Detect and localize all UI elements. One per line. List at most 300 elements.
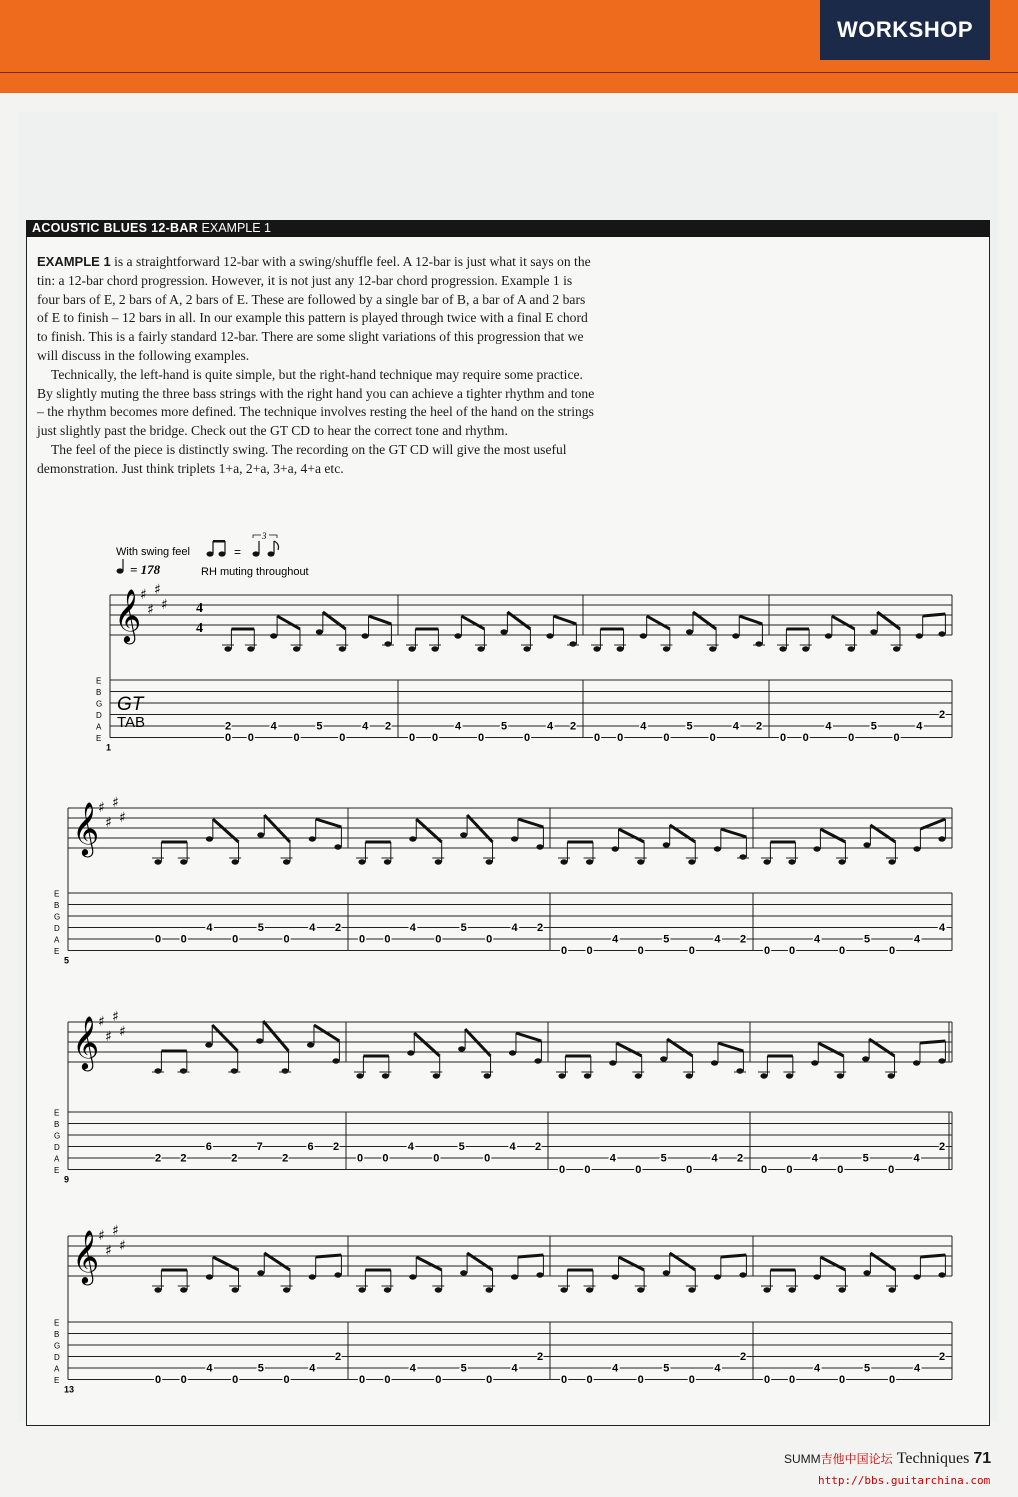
tab-fret-number: 0 (560, 1374, 568, 1386)
paragraph-2: Technically, the left-hand is quite simple, but the right-hand technique may require some practice. By slightly muting the three bass strings with the right hand you can achieve a tighter rhythm and tone – the rhythm becomes more defined. The technique involves resting the heel of the hand on the strings just slightly past the bridge. Check out the GT CD to hear the correct tone and rhythm. (37, 366, 595, 439)
notehead (500, 629, 507, 634)
notehead (384, 641, 391, 646)
tab-fret-number: 2 (739, 933, 747, 946)
tab-fret-number: 0 (358, 933, 366, 946)
system-number: 13 (64, 1384, 75, 1395)
note-beam (277, 616, 300, 629)
notehead (309, 836, 316, 841)
tab-fret-number: 5 (863, 1362, 871, 1375)
notehead (534, 1058, 541, 1063)
sharp-sign: ♯ (154, 582, 161, 598)
tab-fret-number: 4 (511, 922, 518, 934)
tab-fret-number: 0 (788, 1374, 796, 1386)
tab-fret-number: 0 (763, 1374, 771, 1386)
notehead (339, 646, 346, 651)
notehead (612, 846, 619, 851)
notehead (316, 629, 323, 634)
string-name-label: A (54, 1154, 60, 1164)
footer-prefix: SUMM (784, 1452, 821, 1466)
notehead (714, 1274, 721, 1279)
tab-fret-number: 0 (180, 933, 187, 946)
tab-fret-number: 4 (913, 1362, 921, 1375)
tempo-note (117, 559, 124, 574)
note-beam (718, 1043, 743, 1051)
paragraph-1-text: is a straightforward 12-bar with a swing/shuffle feel. A 12-bar is just what it says on the tin: a 12-bar chord progression. However, it is not just any 12-bar chord progression. Example 1 is four bars of E, 2 bars of A, 2 bars of E. These are followed by a single bar of B, a bar of A and 2 bars of E to finish – 12 bars in all. In our example this pattern is played through twice with a final E chord to finish. This is a fairly standard 12-bar. There are some slight variations of this progression that we will discuss in the following examples. (37, 254, 591, 363)
note-beam (414, 1033, 439, 1056)
notehead (663, 1270, 670, 1275)
notehead (283, 859, 290, 864)
tab-gt-label: GT (117, 694, 144, 715)
notehead (206, 1274, 213, 1279)
notehead (584, 1073, 591, 1078)
notehead (660, 1056, 667, 1061)
notehead (486, 1287, 493, 1292)
tab-fret-number: 7 (256, 1141, 263, 1153)
tab-fret-number: 0 (688, 945, 695, 957)
tab-fret-number: 0 (788, 945, 796, 957)
notehead (786, 1073, 793, 1078)
notehead (813, 846, 820, 851)
notehead (593, 646, 600, 651)
tab-fret-number: 6 (307, 1141, 314, 1153)
notehead (270, 633, 277, 638)
notehead (862, 1056, 869, 1061)
tab-fret-number: 0 (180, 1374, 187, 1386)
sharp-sign: ♯ (98, 1228, 105, 1244)
panel-subtitle: EXAMPLE 1 (201, 221, 272, 235)
note-beam (923, 614, 946, 616)
tab-fret-number: 0 (232, 933, 239, 946)
tab-fret-number: 0 (635, 1164, 642, 1176)
notehead (180, 1287, 187, 1292)
tab-fret-number: 5 (257, 922, 264, 934)
tab-fret-number: 2 (334, 1351, 342, 1363)
notehead (282, 1068, 289, 1073)
notehead (888, 859, 895, 864)
notehead (206, 836, 213, 841)
system-9 (54, 1009, 952, 1185)
notehead (663, 646, 670, 651)
tab-fret-number: 0 (154, 1374, 162, 1386)
note-beam (920, 1255, 945, 1257)
string-name-label: E (54, 1108, 60, 1118)
notehead (586, 1287, 593, 1292)
note-beam (461, 616, 484, 629)
string-name-label: G (54, 1131, 61, 1141)
tab-fret-number: 4 (811, 1152, 818, 1165)
note-beam (920, 1041, 945, 1043)
sharp-sign: ♯ (98, 800, 105, 816)
string-name-label: B (54, 1120, 60, 1129)
notehead (617, 646, 624, 651)
note-beam (619, 1257, 645, 1270)
notehead (913, 1060, 920, 1065)
notehead (938, 1058, 945, 1063)
tab-fret-number: 5 (686, 720, 693, 733)
system-number: 9 (64, 1174, 70, 1185)
tab-fret-number: 0 (637, 945, 644, 957)
sharp-sign: ♯ (105, 1243, 112, 1259)
tab-fret-number: 5 (870, 720, 877, 733)
treble-clef: 𝄞 (72, 1015, 100, 1069)
string-name-label: B (54, 1330, 60, 1339)
notehead (232, 1287, 239, 1292)
notehead (358, 859, 365, 864)
notehead (384, 859, 391, 864)
string-name-label: E (54, 947, 60, 956)
notehead (511, 1274, 518, 1279)
notehead (686, 629, 693, 634)
tab-fret-number: 0 (763, 945, 771, 957)
tab-fret-number: 0 (709, 732, 716, 744)
note-beam (832, 616, 855, 629)
notehead (732, 633, 739, 638)
notehead (384, 1287, 391, 1292)
triplet-mark: 3 (262, 531, 267, 541)
tab-fret-number: 2 (154, 1152, 162, 1165)
notehead (838, 859, 845, 864)
note-beam (316, 819, 342, 827)
notehead (362, 633, 369, 638)
note-beam (721, 1255, 747, 1257)
tab-fret-number: 2 (569, 720, 577, 733)
string-name-label: E (54, 1318, 60, 1328)
notehead (640, 633, 647, 638)
tab-fret-number: 0 (408, 732, 416, 744)
system-13 (54, 1223, 952, 1395)
sharp-sign: ♯ (105, 815, 112, 831)
notehead (382, 1073, 389, 1078)
tab-fret-number: 5 (500, 720, 508, 733)
tab-fret-number: 0 (484, 1152, 491, 1165)
tab-fret-number: 0 (283, 933, 290, 946)
notehead (458, 1046, 465, 1051)
notehead (154, 1068, 161, 1073)
notehead (938, 836, 945, 841)
tab-fret-number: 0 (339, 732, 346, 744)
tab-fret-number: 4 (813, 933, 821, 946)
note-beam (820, 1257, 845, 1270)
tab-fret-number: 4 (454, 720, 462, 733)
tab-fret-number: 4 (714, 933, 721, 946)
notehead (409, 1274, 416, 1279)
notehead (407, 1050, 414, 1055)
tab-fret-number: 0 (154, 933, 162, 946)
tab-fret-number: 4 (206, 922, 213, 934)
tab-fret-number: 0 (786, 1164, 793, 1176)
tab-fret-number: 0 (888, 945, 896, 957)
notehead (913, 1274, 920, 1279)
notehead (256, 1038, 263, 1043)
string-name-label: E (96, 676, 102, 686)
tab-fret-number: 0 (663, 732, 670, 744)
notehead (788, 859, 795, 864)
page-number: 71 (973, 1450, 992, 1467)
tab-fret-number: 5 (458, 1141, 465, 1153)
notehead (838, 1287, 845, 1292)
string-name-label: E (54, 1376, 60, 1385)
tab-fret-number: 2 (534, 1141, 542, 1153)
notehead (736, 1068, 743, 1073)
notehead (863, 842, 870, 847)
footer-site-cn: 吉他中国论坛 (820, 1452, 893, 1466)
tab-fret-number: 0 (888, 1164, 895, 1176)
tab-fret-number: 2 (224, 720, 232, 733)
notehead (460, 832, 467, 837)
notehead (755, 641, 762, 646)
string-name-label: G (54, 1341, 61, 1351)
notehead (938, 1272, 945, 1277)
system-number: 5 (64, 955, 70, 966)
tab-fret-number: 2 (282, 1152, 289, 1165)
notehead (763, 859, 770, 864)
treble-clef: 𝄞 (72, 1229, 100, 1283)
notehead (408, 646, 415, 651)
tab-fret-number: 0 (384, 1374, 391, 1386)
notehead (293, 646, 300, 651)
tab-fret-number: 0 (283, 1374, 290, 1386)
tab-fret-number: 0 (431, 732, 439, 744)
tab-fret-number: 0 (560, 945, 568, 957)
lead-text: EXAMPLE 1 (37, 254, 111, 269)
tab-fret-number: 0 (586, 945, 593, 957)
sharp-sign: ♯ (119, 1024, 126, 1040)
svg-text:=: = (234, 545, 242, 559)
page-footer (784, 1450, 991, 1468)
sharp-sign: ♯ (98, 1014, 105, 1030)
string-name-label: E (54, 1166, 60, 1175)
note-beam (518, 1255, 543, 1257)
notehead (888, 1287, 895, 1292)
paragraph-3: The feel of the piece is distinctly swing. The recording on the GT CD will give the most useful demonstration. Just think triplets 1+a, 2+a, 3+a, 4+a etc. (37, 441, 567, 476)
tab-fret-number: 5 (663, 933, 670, 946)
notehead (332, 1058, 339, 1063)
sharp-sign: ♯ (119, 1238, 126, 1254)
notehead (409, 836, 416, 841)
time-signature-top: 4 (196, 601, 203, 616)
tab-fret-number: 2 (755, 720, 763, 733)
notehead (232, 859, 239, 864)
tab-fret-number: 0 (358, 1374, 366, 1386)
tab-fret-number: 4 (612, 933, 619, 946)
tab-fret-number: 4 (511, 1362, 518, 1375)
sharp-sign: ♯ (147, 602, 154, 618)
notehead (536, 844, 543, 849)
notehead (486, 859, 493, 864)
note-beam (316, 1255, 342, 1257)
tab-fret-number: 0 (433, 1152, 440, 1165)
string-name-label: A (96, 722, 102, 732)
tab-fret-number: 5 (460, 922, 467, 934)
notehead (454, 633, 461, 638)
notehead (435, 1287, 442, 1292)
notehead (779, 646, 786, 651)
tab-fret-number: 4 (206, 1362, 213, 1375)
notehead (334, 844, 341, 849)
tab-fret-number: 0 (477, 732, 485, 744)
tab-fret-number: 2 (180, 1152, 187, 1165)
tab-fret-number: 0 (247, 732, 254, 744)
notehead (435, 859, 442, 864)
notehead (635, 1073, 642, 1078)
notehead (938, 631, 945, 636)
tab-fret-number: 0 (435, 933, 442, 946)
tab-fret-number: 0 (584, 1164, 591, 1176)
tab-fret-number: 4 (732, 720, 739, 733)
notehead (180, 1068, 187, 1073)
notehead (205, 1042, 212, 1047)
tab-fret-number: 4 (913, 1152, 920, 1165)
notehead (180, 859, 187, 864)
note-beam (616, 1043, 641, 1056)
tab-fret-number: 5 (316, 720, 323, 733)
tab-fret-number: 5 (660, 1152, 667, 1165)
tab-fret-number: 0 (838, 945, 846, 957)
panel-title: ACOUSTIC BLUES 12-BAR (32, 221, 199, 235)
notehead (637, 859, 644, 864)
string-name-label: G (54, 912, 61, 922)
tab-label: TAB (117, 714, 146, 731)
tab-fret-number: 4 (309, 922, 316, 934)
notehead (154, 859, 161, 864)
tab-fret-number: 2 (536, 922, 544, 934)
note-beam (212, 1025, 237, 1051)
notehead (739, 1272, 746, 1277)
tab-fret-number: 4 (714, 1362, 721, 1375)
tab-fret-number: 0 (593, 732, 601, 744)
tab-fret-number: 4 (309, 1362, 316, 1375)
tab-fret-number: 4 (407, 1141, 414, 1153)
notehead (523, 646, 530, 651)
note-beam (516, 1033, 541, 1041)
notehead (714, 846, 721, 851)
system-5 (54, 795, 952, 966)
notehead (509, 1050, 516, 1055)
note-beam (416, 1257, 441, 1270)
notehead (283, 1287, 290, 1292)
tab-fret-number: 0 (838, 1374, 846, 1386)
notehead (356, 1073, 363, 1078)
note-beam (721, 829, 747, 837)
tab-fret-number: 2 (739, 1351, 747, 1363)
sharp-sign: ♯ (112, 1223, 119, 1239)
string-name-label: B (54, 901, 60, 910)
tab-fret-number: 5 (460, 1362, 467, 1375)
tab-fret-number: 4 (362, 720, 369, 733)
tab-fret-number: 0 (435, 1374, 442, 1386)
tab-fret-number: 4 (813, 1362, 821, 1375)
tab-fret-number: 4 (609, 1152, 616, 1165)
notehead (309, 1274, 316, 1279)
notehead (612, 1274, 619, 1279)
notehead (837, 1073, 844, 1078)
notehead (477, 646, 484, 651)
notehead (558, 1073, 565, 1078)
tab-fret-number: 0 (382, 1152, 389, 1165)
section-tag: WORKSHOP (820, 0, 990, 60)
tab-fret-number: 0 (617, 732, 624, 744)
tab-fret-number: 0 (888, 1374, 896, 1386)
tab-fret-number: 2 (231, 1152, 238, 1165)
notehead (811, 1060, 818, 1065)
notehead (763, 1287, 770, 1292)
tab-fret-number: 0 (384, 933, 391, 946)
tab-fret-number: 2 (938, 709, 946, 721)
tab-fret-number: 2 (332, 1141, 340, 1153)
tab-fret-number: 0 (893, 732, 900, 744)
notehead (916, 633, 923, 638)
notehead (802, 646, 809, 651)
swing-label: With swing feel (116, 546, 190, 558)
sharp-sign: ♯ (119, 810, 126, 826)
string-name-label: E (54, 889, 60, 899)
tab-fret-number: 0 (224, 732, 232, 744)
notehead (433, 1073, 440, 1078)
tab-fret-number: 5 (257, 1362, 264, 1375)
tab-fret-number: 4 (640, 720, 647, 733)
note-beam (213, 819, 239, 842)
tab-fret-number: 4 (270, 720, 277, 733)
tab-fret-number: 0 (486, 933, 493, 946)
notehead (739, 854, 746, 859)
sharp-sign: ♯ (105, 1029, 112, 1045)
note-beam (416, 819, 441, 842)
tab-fret-number: 2 (938, 1351, 946, 1363)
notehead (247, 646, 254, 651)
notehead (257, 832, 264, 837)
note-beam (213, 1257, 239, 1270)
tab-fret-number: 5 (663, 1362, 670, 1375)
tab-fret-number: 0 (637, 1374, 644, 1386)
notehead (257, 1270, 264, 1275)
notehead (813, 1274, 820, 1279)
string-name-label: D (54, 1353, 60, 1362)
notehead (460, 1270, 467, 1275)
notehead (663, 842, 670, 847)
notehead (586, 859, 593, 864)
note-beam (263, 1021, 288, 1051)
notehead (913, 846, 920, 851)
notehead (511, 836, 518, 841)
notehead (231, 1068, 238, 1073)
notehead (334, 1272, 341, 1277)
tab-fret-number: 0 (686, 1164, 693, 1176)
tempo-marking: = 178 (130, 562, 161, 577)
note-beam (820, 829, 845, 842)
notehead (825, 633, 832, 638)
tab-fret-number: 4 (938, 922, 946, 934)
tab-fret-number: 5 (863, 933, 871, 946)
notehead (358, 1287, 365, 1292)
string-name-label: E (96, 734, 102, 743)
tab-fret-number: 4 (825, 720, 832, 733)
tab-fret-number: 0 (293, 732, 300, 744)
sharp-sign: ♯ (161, 597, 168, 613)
notehead (888, 1073, 895, 1078)
tab-fret-number: 4 (612, 1362, 619, 1375)
tab-fret-number: 2 (334, 922, 342, 934)
notehead (686, 1073, 693, 1078)
notehead (870, 629, 877, 634)
notehead (688, 1287, 695, 1292)
footer-title: Techniques (896, 1450, 970, 1467)
string-name-label: G (96, 699, 103, 709)
tab-fret-number: 2 (938, 1141, 946, 1153)
note-beam (818, 1043, 843, 1056)
tab-fret-number: 0 (802, 732, 809, 744)
notehead (536, 1272, 543, 1277)
tab-fret-number: 2 (736, 1152, 744, 1165)
